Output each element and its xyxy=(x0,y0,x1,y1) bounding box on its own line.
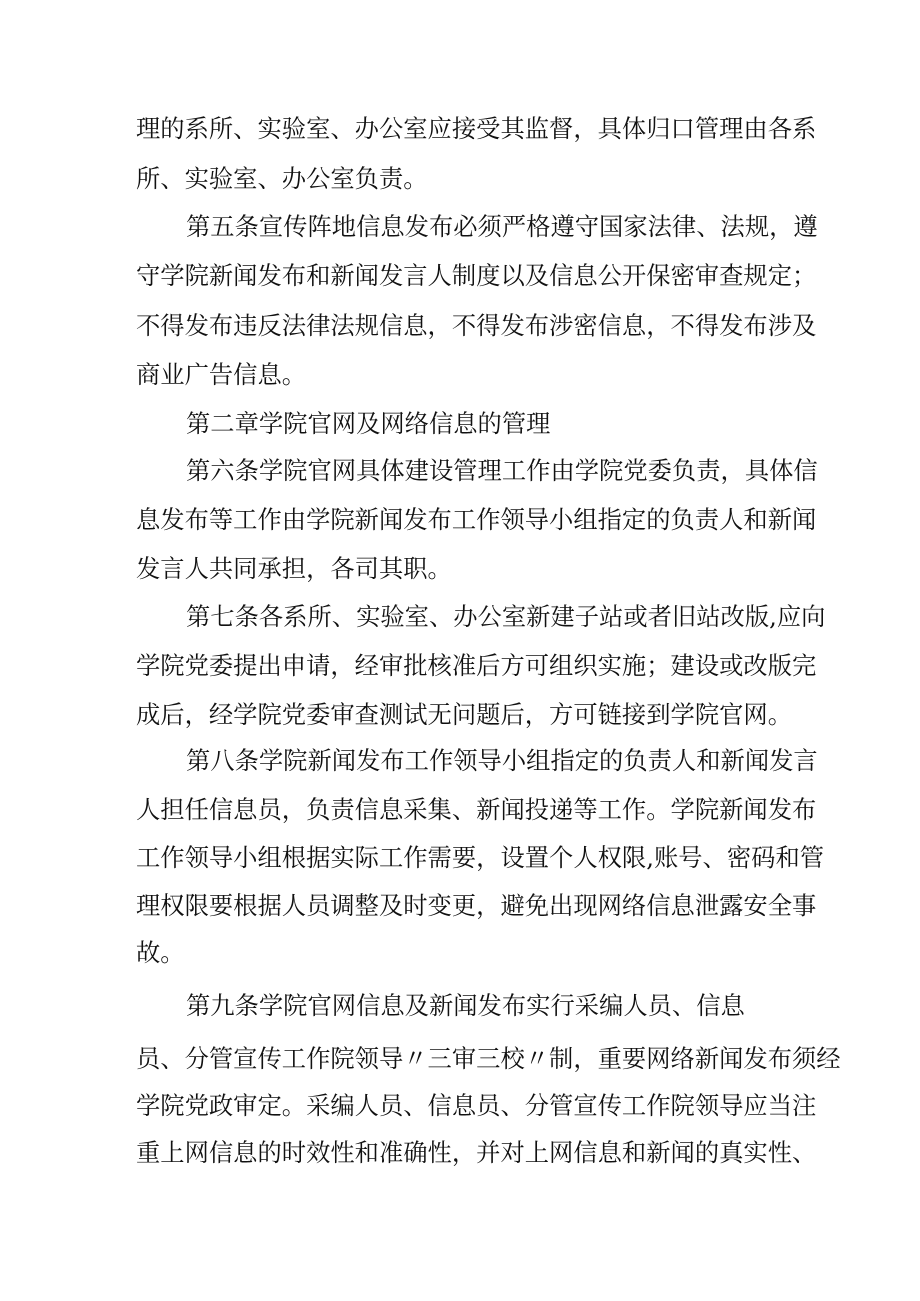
text-line: 所、实验室、办公室负责。 xyxy=(136,164,428,193)
text-line: 第七条各系所、实验室、办公室新建子站或者旧站改版,应向 xyxy=(186,602,826,631)
text-line: 第八条学院新闻发布工作领导小组指定的负责人和新闻发言 xyxy=(186,746,818,775)
text-line: 人担任信息员，负责信息采集、新闻投递等工作。学院新闻发布 xyxy=(136,795,817,824)
text-line: 成后，经学院党委审查测试无问题后，方可链接到学院官网。 xyxy=(136,700,793,729)
text-line: 息发布等工作由学院新闻发布工作领导小组指定的负责人和新闻 xyxy=(136,505,817,534)
text-line: 守学院新闻发布和新闻发言人制度以及信息公开保密审查规定； xyxy=(136,261,817,290)
text-line: 理权限要根据人员调整及时变更，避免出现网络信息泄露安全事 xyxy=(136,891,817,920)
text-line: 第六条学院官网具体建设管理工作由学院党委负责，具体信 xyxy=(186,456,818,485)
text-line: 发言人共同承担，各司其职。 xyxy=(136,554,452,583)
text-line: 学院党政审定。采编人员、信息员、分管宣传工作院领导应当注 xyxy=(136,1091,817,1120)
text-line: 学院党委提出申请，经审批核准后方可组织实施；建设或改版完 xyxy=(136,651,817,680)
text-line: 理的系所、实验室、办公室应接受其监督，具体归口管理由各系 xyxy=(136,114,817,143)
text-line: 故。 xyxy=(136,938,185,967)
text-line: 员、分管宣传工作院领导〃三审三校〃制，重要网络新闻发布须经 xyxy=(136,1044,841,1073)
text-line: 第五条宣传阵地信息发布必须严格遵守国家法律、法规，遵 xyxy=(186,212,818,241)
text-line: 工作领导小组根据实际工作需要，设置个人权限,账号、密码和管 xyxy=(136,843,825,872)
text-line: 第九条学院官网信息及新闻发布实行采编人员、信息 xyxy=(186,991,745,1020)
text-line: 商业广告信息。 xyxy=(136,360,307,389)
text-line: 不得发布违反法律法规信息，不得发布涉密信息，不得发布涉及 xyxy=(136,311,817,340)
text-line: 重上网信息的时效性和准确性，并对上网信息和新闻的真实性、 xyxy=(136,1138,817,1167)
chapter-heading: 第二章学院官网及网络信息的管理 xyxy=(186,409,551,438)
